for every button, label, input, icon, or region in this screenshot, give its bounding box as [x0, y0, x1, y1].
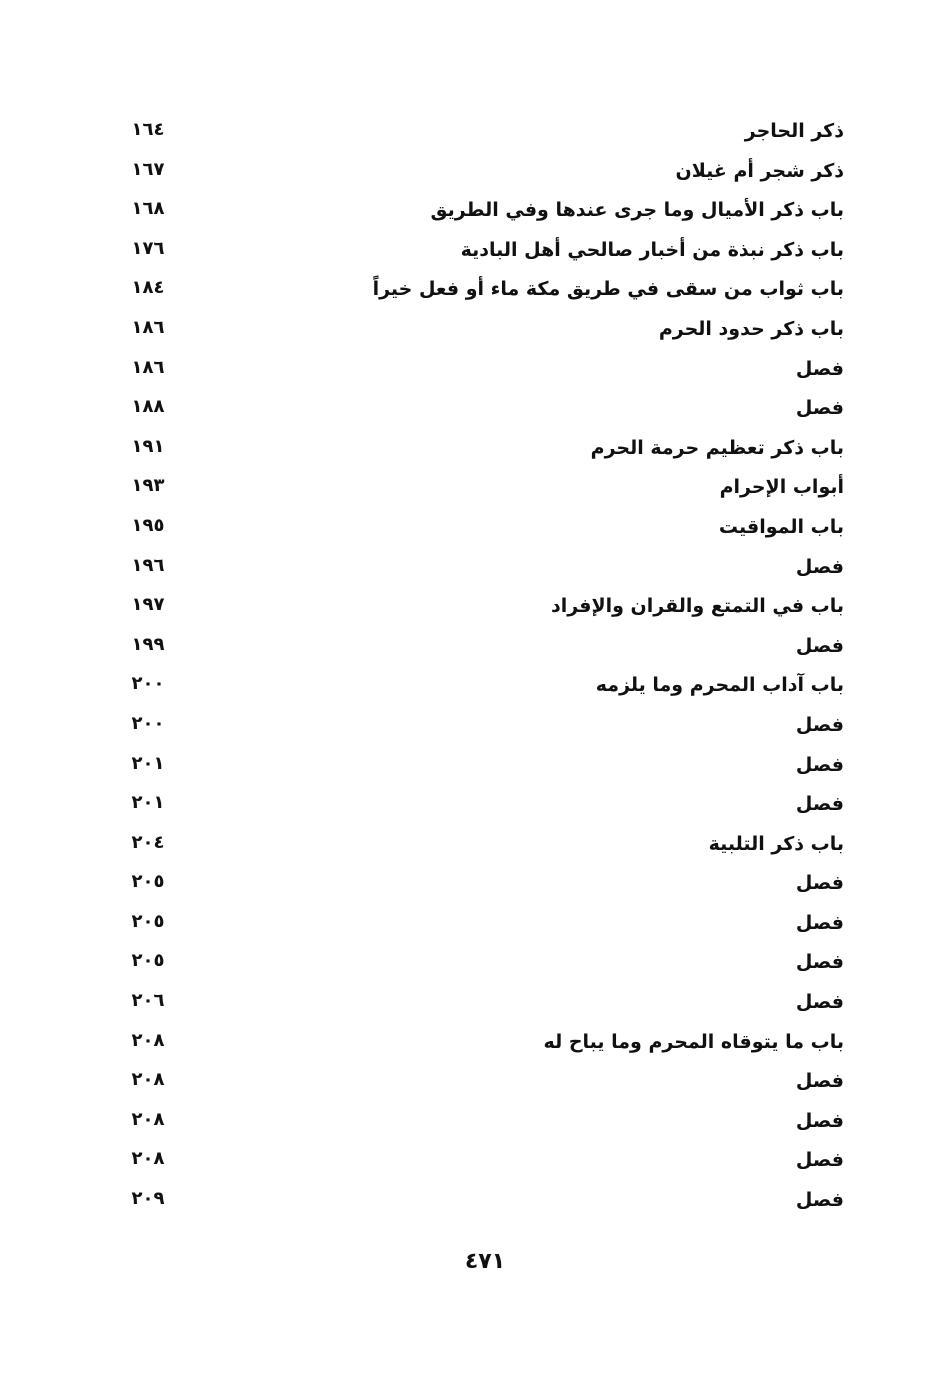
toc-entry-title: فصل: [795, 1070, 844, 1093]
toc-entry-page: ٢٠١: [131, 792, 165, 814]
toc-entry-page: ١٩١: [131, 435, 165, 457]
toc-row: [0, 1145, 950, 1185]
toc-entry-title: باب في التمتع والقران والإفراد: [550, 595, 844, 618]
toc-row: [0, 908, 950, 948]
toc-entry-title: فصل: [795, 1149, 844, 1172]
toc-row: [0, 1185, 950, 1225]
toc-entry-title: فصل: [795, 911, 844, 934]
toc-entry-page: ٢٠٩: [131, 1188, 165, 1210]
toc-entry-page: ١٨٦: [131, 316, 165, 338]
toc-entry-page: ٢٠٥: [131, 910, 165, 932]
toc-row: [0, 156, 950, 196]
toc-entry-page: ٢٠٥: [131, 950, 165, 972]
toc-entry-title: باب آداب المحرم وما يلزمه: [595, 674, 844, 697]
toc-entry-title: فصل: [795, 872, 844, 895]
toc-row: [0, 631, 950, 671]
toc-entry-page: ٢٠٨: [131, 1148, 165, 1170]
toc-row: [0, 1066, 950, 1106]
toc-entry-page: ٢٠٥: [131, 871, 165, 893]
toc-entry-page: ٢٠٠: [131, 673, 165, 695]
toc-row: [0, 393, 950, 433]
toc-row: [0, 829, 950, 869]
toc-row: [0, 868, 950, 908]
toc-entry-title: فصل: [795, 397, 844, 420]
toc-entry-title: أبواب الإحرام: [719, 476, 844, 499]
toc-entry-page: ٢٠١: [131, 752, 165, 774]
toc-entry-title: باب ذكر حدود الحرم: [658, 317, 844, 340]
toc-entry-title: فصل: [795, 713, 844, 736]
toc-row: [0, 274, 950, 314]
toc-row: [0, 552, 950, 592]
toc-row: [0, 116, 950, 156]
toc-row: [0, 354, 950, 394]
toc-row: [0, 512, 950, 552]
toc-entry-title: فصل: [795, 555, 844, 578]
toc-entry-title: فصل: [795, 634, 844, 657]
toc-entry-title: باب ذكر تعظيم حرمة الحرم: [590, 436, 844, 459]
toc-entry-page: ٢٠٠: [131, 712, 165, 734]
toc-row: [0, 987, 950, 1027]
toc-row: [0, 314, 950, 354]
toc-entry-page: ٢٠٦: [131, 990, 165, 1012]
toc-entry-title: باب ذكر الأميال وما جرى عندها وفي الطريق: [430, 199, 844, 222]
page-number: ٤٧١: [464, 1249, 506, 1274]
toc-entry-page: ١٨٦: [131, 356, 165, 378]
toc-entry-page: ١٦٧: [131, 158, 165, 180]
toc-row: [0, 710, 950, 750]
toc-row: [0, 591, 950, 631]
toc-row: [0, 433, 950, 473]
toc-entry-page: ١٩٩: [131, 633, 165, 655]
toc-entry-title: فصل: [795, 753, 844, 776]
toc-entry-page: ١٩٦: [131, 554, 165, 576]
toc-entry-page: ١٦٤: [131, 119, 165, 140]
toc-row: [0, 670, 950, 710]
toc-entry-title: فصل: [795, 951, 844, 974]
toc-entry-page: ٢٠٨: [131, 1108, 165, 1130]
toc-row: [0, 1106, 950, 1146]
toc-entry-title: باب ذكر التلبية: [708, 832, 844, 855]
toc-entry-page: ١٨٤: [131, 277, 165, 299]
toc-entry-title: ذكر الحاجر: [744, 120, 844, 142]
toc-entry-title: باب ثواب من سقى في طريق مكة ماء أو فعل خيراً: [372, 278, 844, 301]
toc-row: [0, 750, 950, 790]
toc-entry-page: ١٧٦: [131, 237, 165, 259]
toc-row: [0, 1027, 950, 1067]
table-of-contents: [0, 116, 950, 1225]
toc-entry-page: ٢٠٤: [131, 831, 165, 853]
toc-entry-page: ١٨٨: [131, 396, 165, 418]
toc-entry-page: ١٩٣: [131, 475, 165, 497]
toc-entry-title: فصل: [795, 357, 844, 380]
toc-entry-page: ١٩٥: [131, 514, 165, 536]
toc-entry-title: فصل: [795, 991, 844, 1014]
toc-entry-title: باب المواقيت: [718, 515, 844, 538]
toc-entry-page: ٢٠٨: [131, 1069, 165, 1091]
toc-entry-page: ١٦٨: [131, 198, 165, 220]
toc-entry-page: ١٩٧: [131, 594, 165, 616]
toc-row: [0, 235, 950, 275]
toc-entry-title: باب ذكر نبذة من أخبار صالحي أهل البادية: [460, 238, 844, 261]
toc-row: [0, 789, 950, 829]
toc-entry-title: فصل: [795, 1109, 844, 1132]
toc-entry-title: ذكر شجر أم غيلان: [675, 159, 844, 182]
toc-row: [0, 195, 950, 235]
toc-entry-title: فصل: [795, 793, 844, 816]
toc-row: [0, 472, 950, 512]
toc-entry-title: فصل: [795, 1189, 844, 1212]
toc-entry-title: باب ما يتوقاه المحرم وما يباح له: [543, 1030, 844, 1053]
toc-row: [0, 947, 950, 987]
toc-entry-page: ٢٠٨: [131, 1029, 165, 1051]
